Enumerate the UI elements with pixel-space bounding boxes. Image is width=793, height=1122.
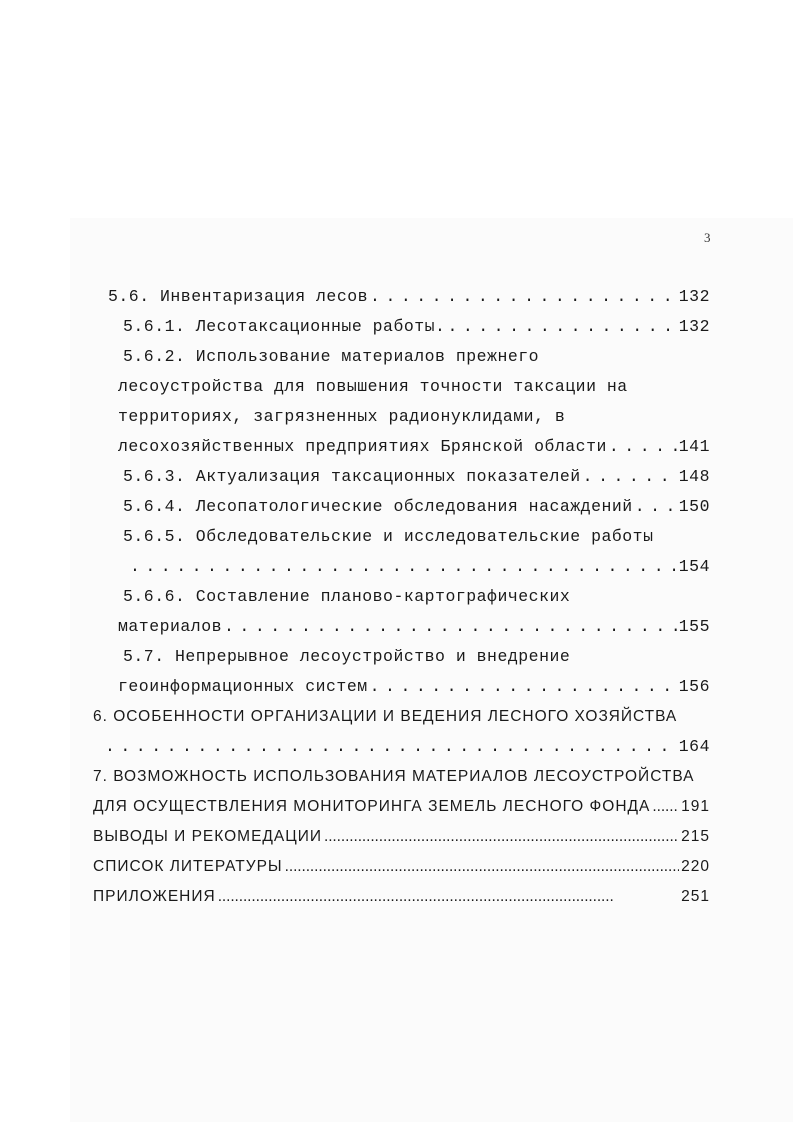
toc-entry-page: 215 bbox=[681, 828, 710, 845]
toc-entry-page: 132 bbox=[678, 317, 710, 336]
dot-leader bbox=[218, 882, 679, 912]
dot-leader bbox=[652, 792, 679, 822]
toc-entry-appendices bbox=[93, 882, 710, 912]
dot-leader bbox=[583, 462, 677, 492]
toc-entry-5-6-2-line4 bbox=[118, 432, 710, 462]
toc-entry-5-6-2-line2: лесоустройства для повышения точности таксации на bbox=[118, 377, 628, 396]
dot-leader bbox=[370, 672, 677, 702]
toc-entry-page: 191 bbox=[681, 798, 710, 815]
dot-leader bbox=[447, 312, 676, 342]
toc-entry-label: материалов bbox=[118, 617, 223, 636]
toc-entry-5-7-line1: 5.7. Непрерывное лесоустройство и внедрение bbox=[123, 647, 571, 666]
dot-leader bbox=[105, 732, 677, 762]
toc-entry-label: ДЛЯ ОСУЩЕСТВЛЕНИЯ МОНИТОРИНГА ЗЕМЕЛЬ ЛЕСНОГО ФОНДА bbox=[93, 798, 651, 815]
toc-entry-5-6-1 bbox=[123, 312, 710, 342]
toc-entry-label: ПРИЛОЖЕНИЯ bbox=[93, 888, 216, 905]
toc-entry-chapter-6-line2 bbox=[103, 732, 710, 762]
toc-entry-label: 5.6.1. Лесотаксационные работы. bbox=[123, 317, 446, 336]
toc-entry-conclusions bbox=[93, 822, 710, 852]
toc-entry-5-6-2-line1: 5.6.2. Использование материалов прежнего bbox=[123, 347, 540, 366]
toc-entry-page: 156 bbox=[678, 677, 710, 696]
dot-leader bbox=[324, 822, 679, 852]
toc-entry-5-6-2-line3: территориях, загрязненных радионуклидами, в bbox=[118, 407, 566, 426]
toc-entry-page: 251 bbox=[681, 888, 710, 905]
toc-entry-5-6-6-line1: 5.6.6. Составление планово-картографических bbox=[123, 587, 571, 606]
toc-entry-label: лесохозяйственных предприятиях Брянской области bbox=[118, 437, 607, 456]
toc-entry-page: 141 bbox=[678, 437, 710, 456]
dot-leader bbox=[224, 612, 677, 642]
dot-leader bbox=[285, 852, 679, 882]
toc-entry-5-6-6-line2 bbox=[118, 612, 710, 642]
toc-entry-page: 150 bbox=[678, 497, 710, 516]
toc-entry-label: 5.6.4. Лесопатологические обследования насаждений bbox=[123, 497, 633, 516]
toc-entry-page: 132 bbox=[678, 287, 710, 306]
toc-entry-page: 155 bbox=[678, 617, 710, 636]
toc-entry-5-6 bbox=[108, 282, 710, 312]
toc-entry-5-6-5-line2 bbox=[128, 552, 710, 582]
dot-leader bbox=[130, 552, 677, 582]
toc-entry-page: 220 bbox=[681, 858, 710, 875]
dot-leader bbox=[635, 492, 677, 522]
toc-entry-label: геоинформационных систем bbox=[118, 677, 368, 696]
toc-entry-chapter-6-line1: 6. ОСОБЕННОСТИ ОРГАНИЗАЦИИ И ВЕДЕНИЯ ЛЕСНОГО ХОЗЯЙСТВА bbox=[93, 708, 678, 725]
dot-leader bbox=[370, 282, 677, 312]
toc-entry-label: СПИСОК ЛИТЕРАТУРЫ bbox=[93, 858, 283, 875]
toc-entry-chapter-7-line1: 7. ВОЗМОЖНОСТЬ ИСПОЛЬЗОВАНИЯ МАТЕРИАЛОВ ЛЕСОУСТРОЙСТВА bbox=[93, 768, 695, 785]
toc-entry-label: 5.6. Инвентаризация лесов bbox=[108, 287, 369, 306]
toc-entry-5-6-4 bbox=[123, 492, 710, 522]
toc-entry-page: 154 bbox=[678, 557, 710, 576]
toc-entry-page: 164 bbox=[678, 737, 710, 756]
toc-entry-page: 148 bbox=[678, 467, 710, 486]
dot-leader bbox=[609, 432, 677, 462]
toc-entry-references bbox=[93, 852, 710, 882]
toc-entry-5-7-line2 bbox=[118, 672, 710, 702]
toc-entry-chapter-7-line2 bbox=[93, 792, 710, 822]
toc-entry-label: ВЫВОДЫ И РЕКОМЕДАЦИИ bbox=[93, 828, 322, 845]
toc-entry-5-6-5-line1: 5.6.5. Обследовательские и исследовательские работы bbox=[123, 527, 654, 546]
page-number: 3 bbox=[704, 230, 711, 245]
toc-entry-5-6-3 bbox=[123, 462, 710, 492]
toc-entry-label: 5.6.3. Актуализация таксационных показателей bbox=[123, 467, 581, 486]
